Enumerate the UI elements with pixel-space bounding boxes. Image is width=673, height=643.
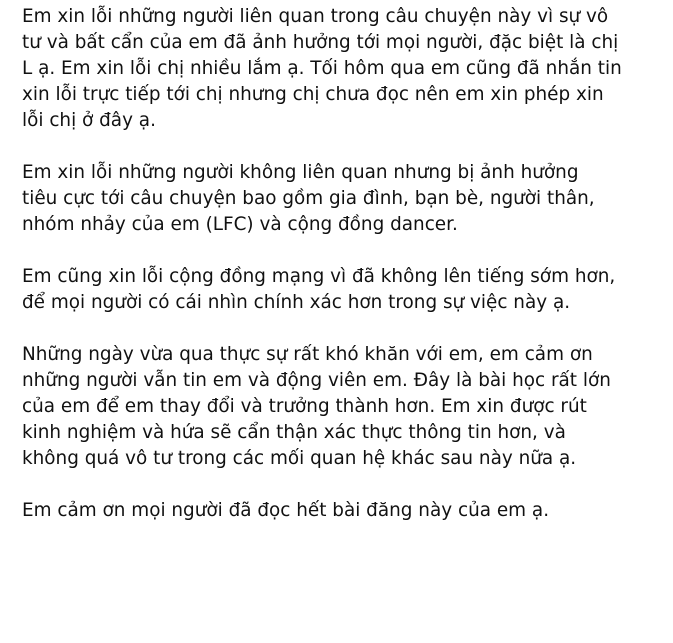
- text-line: Em cũng xin lỗi cộng đồng mạng vì đã không lên tiếng sớm hơn,: [22, 266, 616, 287]
- paragraph-3: [22, 264, 650, 316]
- paragraph-1: [22, 4, 650, 134]
- text-line: của em để em thay đổi và trưởng thành hơn. Em xin được rút: [22, 396, 587, 417]
- paragraph-5: [22, 498, 650, 524]
- apology-letter: [22, 4, 650, 550]
- text-line: L ạ. Em xin lỗi chị nhiều lắm ạ. Tối hôm qua em cũng đã nhắn tin: [22, 58, 622, 79]
- text-line: Em xin lỗi những người liên quan trong câu chuyện này vì sự vô: [22, 6, 609, 27]
- paragraph-2: [22, 160, 650, 238]
- text-line: tiêu cực tới câu chuyện bao gồm gia đình, bạn bè, người thân,: [22, 188, 595, 209]
- text-line: để mọi người có cái nhìn chính xác hơn trong sự việc này ạ.: [22, 292, 571, 313]
- text-line: Những ngày vừa qua thực sự rất khó khăn với em, em cảm ơn: [22, 344, 593, 365]
- text-line: lỗi chị ở đây ạ.: [22, 110, 156, 131]
- text-line: Em xin lỗi những người không liên quan nhưng bị ảnh hưởng: [22, 162, 579, 183]
- text-line: những người vẫn tin em và động viên em. Đây là bài học rất lớn: [22, 370, 611, 391]
- text-line: tư và bất cẩn của em đã ảnh hưởng tới mọi người, đặc biệt là chị: [22, 32, 619, 53]
- text-line: Em cảm ơn mọi người đã đọc hết bài đăng này của em ạ.: [22, 500, 550, 521]
- text-line: nhóm nhảy của em (LFC) và cộng đồng dancer.: [22, 214, 458, 235]
- text-line: không quá vô tư trong các mối quan hệ khác sau này nữa ạ.: [22, 448, 577, 469]
- text-line: xin lỗi trực tiếp tới chị nhưng chị chưa đọc nên em xin phép xin: [22, 84, 604, 105]
- text-line: kinh nghiệm và hứa sẽ cẩn thận xác thực thông tin hơn, và: [22, 422, 566, 443]
- paragraph-4: [22, 342, 650, 472]
